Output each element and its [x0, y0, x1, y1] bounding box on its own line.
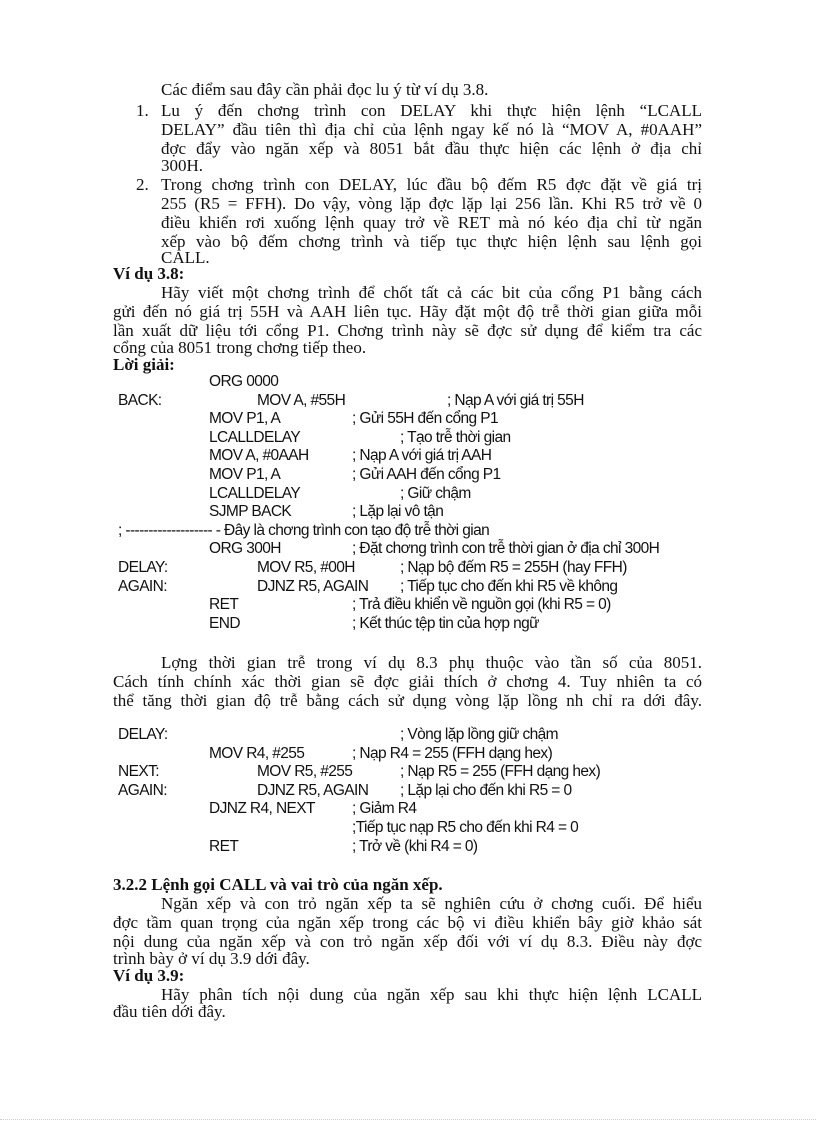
code-comment: ; Giảm R4: [352, 800, 417, 818]
paragraph-line: Hãy viết một chơng trình để chốt tất cả các bit của cổng P1 bằng cách: [161, 283, 702, 302]
paragraph-line: Lợng thời gian trễ trong ví dụ 8.3 phụ thuộc vào tần số của 8051.: [161, 653, 702, 672]
list-number: 2.: [136, 175, 149, 194]
code-label: BACK:: [118, 391, 162, 409]
paragraph-line: cổng của 8051 trong chơng tiếp theo.: [113, 338, 367, 357]
code-instruction: END: [209, 614, 240, 632]
intro-line: Các điểm sau đây cần phải đọc lu ý từ ví dụ 3.8.: [161, 80, 489, 99]
paragraph-line: lần xuất dữ liệu tới cổng P1. Chơng trình này sẽ đợc sử dụng để kiểm tra các: [113, 321, 702, 340]
code-comment: ; Nạp A với giá trị 55H: [447, 391, 584, 409]
code-instruction: ORG 0000: [209, 373, 279, 390]
code-instruction: LCALLDELAY: [209, 484, 301, 502]
code-instruction: DJNZ R5, AGAIN: [257, 781, 369, 799]
code-comment: ; Trả điều khiển về nguồn gọi (khi R5 = 0): [352, 596, 611, 614]
code-label: NEXT:: [118, 763, 159, 781]
code-label: AGAIN:: [118, 577, 167, 595]
code-label: DELAY:: [118, 559, 168, 576]
code-label: DELAY:: [118, 726, 168, 743]
list-line: 300H.: [161, 156, 204, 175]
code-comment: ; Gửi AAH đến cổng P1: [352, 466, 501, 483]
paragraph-line: Cách tính chính xác thời gian sẽ đợc giải thích ở chơng 4. Tuy nhiên ta có: [113, 672, 702, 691]
code-instruction: SJMP BACK: [209, 503, 292, 521]
paragraph-line: đợc tầm quan trọng của ngăn xếp trong các bộ vi điều khiển bây giờ khảo sát: [113, 913, 702, 932]
code-instruction: RET: [209, 596, 239, 614]
list-line: 255 (R5 = FFH). Do vậy, vòng lặp đợc lặp lại 256 lần. Khi R5 trở về 0: [161, 194, 702, 213]
page-bottom-border: [0, 1119, 816, 1120]
paragraph-line: Hãy phân tích nội dung của ngăn xếp sau khi thực hiện lệnh LCALL: [161, 985, 702, 1004]
code-instruction: MOV R4, #255: [209, 744, 305, 762]
code-comment: ; Nạp R5 = 255 (FFH dạng hex): [400, 763, 601, 781]
code-comment: ; Giữ chậm: [400, 484, 471, 502]
code-label: ; ------------------- - Đây là chơng trình con tạo độ trễ thời gian: [118, 521, 490, 539]
solution-heading: Lời giải:: [113, 355, 175, 374]
code-instruction: MOV P1, A: [209, 410, 281, 428]
code-instruction: ORG 300H: [209, 540, 281, 558]
section-heading: 3.2.2 Lệnh gọi CALL và vai trò của ngăn xếp.: [113, 875, 443, 894]
code-comment: ; Tiếp tục cho đến khi R5 về không: [400, 577, 618, 595]
code-instruction: MOV A, #55H: [257, 391, 346, 409]
code-instruction: LCALLDELAY: [209, 428, 301, 446]
code-comment: ; Trở về (khi R4 = 0): [352, 837, 478, 855]
code-instruction: RET: [209, 837, 239, 855]
code-instruction: MOV R5, #255: [257, 763, 353, 781]
list-number: 1.: [136, 101, 149, 120]
code-instruction: MOV R5, #00H: [257, 559, 355, 576]
code-label: AGAIN:: [118, 781, 167, 799]
paragraph-line: Ngăn xếp và con trỏ ngăn xếp ta sẽ nghiên cứu ở chơng cuối. Để hiểu: [161, 894, 702, 913]
code-comment: ; Đặt chơng trình con trễ thời gian ở địa chỉ 300H: [352, 540, 660, 558]
list-line: điều khiển rơi xuống lệnh quay trở về RET mà nó kéo địa chỉ từ ngăn: [161, 213, 702, 232]
paragraph-line: trình bày ở ví dụ 3.9 dới đây.: [113, 949, 310, 968]
list-line: Lu ý đến chơng trình con DELAY khi thực hiện lệnh “LCALL: [161, 101, 702, 120]
paragraph-line: đầu tiên dới đây.: [113, 1002, 226, 1021]
list-line: đợc đẩy vào ngăn xếp và 8051 bắt đầu thực hiện các lệnh ở địa chỉ: [161, 139, 702, 158]
code-comment: ; Vòng lặp lồng giữ chậm: [400, 726, 558, 743]
code-comment: ; Lặp lại vô tận: [352, 503, 444, 521]
paragraph-line: gửi đến nó giá trị 55H và AAH liên tục. Hãy đặt một độ trễ thời gian giữa mỗi: [113, 302, 702, 321]
paragraph-line: thể tăng thời gian độ trễ bằng cách sử dụng vòng lặp lồng nh chỉ ra dới đây.: [113, 691, 702, 710]
code-instruction: DJNZ R5, AGAIN: [257, 577, 369, 595]
code-comment: ; Kết thúc tệp tin của hợp ngữ: [352, 614, 539, 632]
code-comment: ; Nạp bộ đếm R5 = 255H (hay FFH): [400, 559, 627, 576]
code-comment: ; Tạo trễ thời gian: [400, 428, 511, 446]
code-comment: ;Tiếp tục nạp R5 cho đến khi R4 = 0: [352, 819, 579, 836]
list-line: xếp vào bộ đếm chơng trình và tiếp tục thực hiện lệnh sau lệnh gọi: [161, 232, 702, 251]
list-line: Trong chơng trình con DELAY, lúc đầu bộ đếm R5 đợc đặt về giá trị: [161, 175, 702, 194]
code-comment: ; Nạp R4 = 255 (FFH dạng hex): [352, 744, 553, 762]
code-comment: ; Gửi 55H đến cổng P1: [352, 410, 498, 428]
list-line: DELAY” đầu tiên thì địa chỉ của lệnh ngay kế nó là “MOV A, #0AAH”: [161, 120, 702, 139]
list-line: CALL.: [161, 248, 210, 267]
code-instruction: DJNZ R4, NEXT: [209, 800, 315, 818]
code-comment: ; Lặp lại cho đến khi R5 = 0: [400, 781, 572, 799]
example-heading: Ví dụ 3.8:: [113, 264, 185, 283]
code-comment: ; Nạp A với giá trị AAH: [352, 447, 492, 465]
code-instruction: MOV P1, A: [209, 466, 281, 483]
example-heading: Ví dụ 3.9:: [113, 966, 185, 985]
code-instruction: MOV A, #0AAH: [209, 447, 309, 465]
paragraph-line: nội dung của ngăn xếp và con trỏ ngăn xếp đối với ví dụ 8.3. Điều này đợc: [113, 932, 702, 951]
